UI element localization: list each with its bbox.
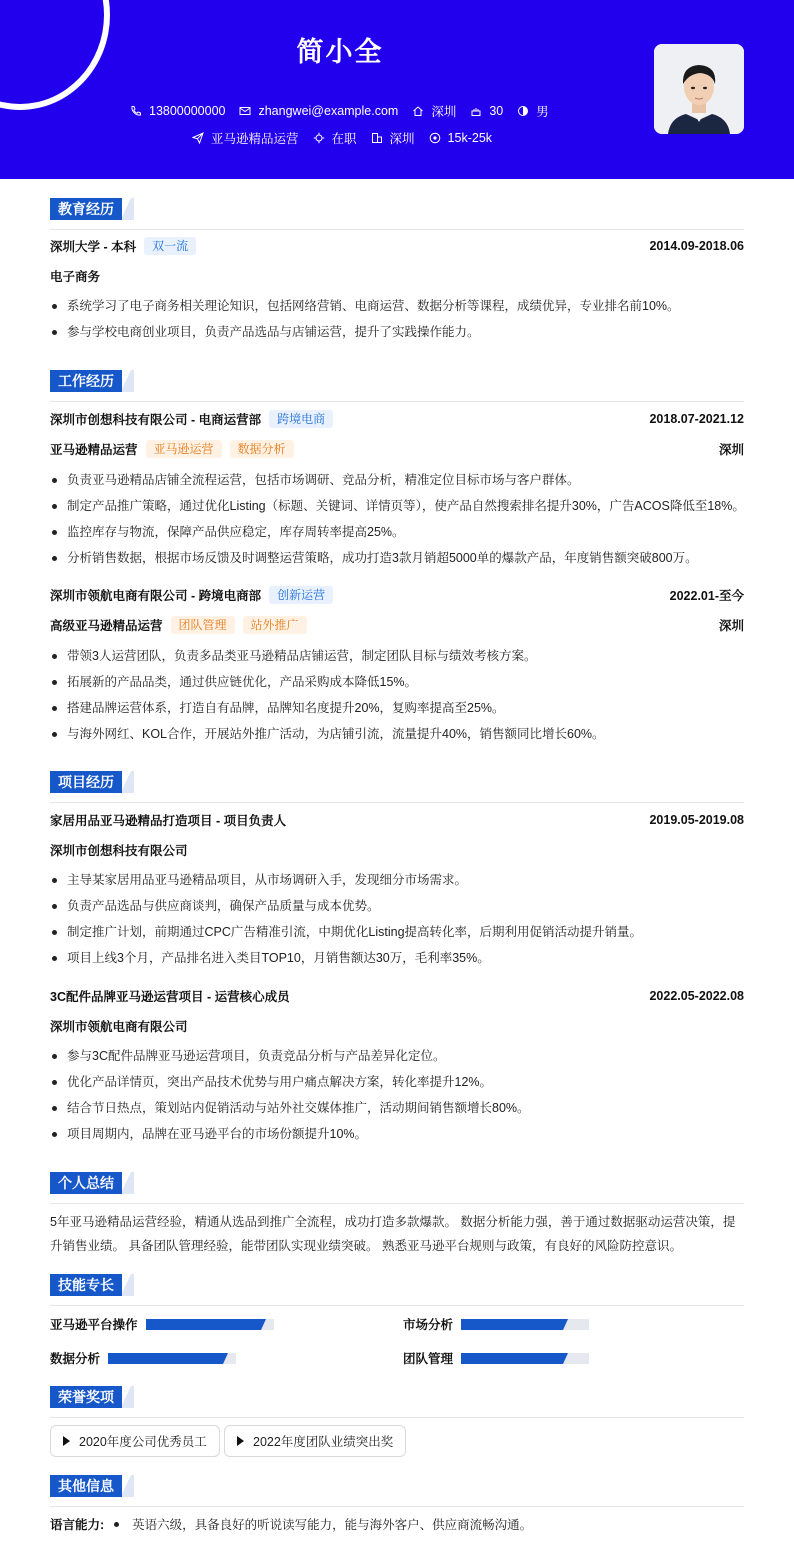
award-chip [50, 1425, 220, 1457]
work-1-role-tag: 亚马逊运营 [146, 440, 222, 458]
section-project [50, 771, 744, 793]
section-summary [50, 1172, 744, 1194]
skill-bar-fill [146, 1319, 261, 1330]
skill-bar [146, 1319, 274, 1330]
section-title-project: 项目经历 [50, 771, 122, 793]
section-title-tail [122, 198, 134, 220]
skill-item [403, 1349, 589, 1367]
project-1-header [50, 811, 744, 829]
education-tag: 双一流 [144, 237, 196, 255]
skill-name: 数据分析 [50, 1352, 101, 1366]
list-item: 分析销售数据，根据市场反馈及时调整运营策略，成功打造3款月销超5000单的爆款产品，年度销售额突破800万。 [50, 545, 744, 571]
work-2-bullets [50, 643, 744, 747]
project-1-company: 深圳市创想科技有限公司 [50, 844, 188, 858]
resume-header [0, 0, 794, 179]
intent-city: 深圳 [371, 129, 415, 147]
section-title-tail [122, 1475, 134, 1497]
section-title-other: 其他信息 [50, 1475, 122, 1497]
education-major: 电子商务 [50, 270, 101, 284]
skill-item [50, 1315, 274, 1333]
section-skills [50, 1274, 744, 1296]
age-icon [470, 105, 482, 117]
building-icon [371, 132, 383, 144]
list-item: 制定产品推广策略，通过优化Listing（标题、关键词、详情页等），使产品自然搜索排名提升30%，广告ACOS降低至18%。 [50, 493, 744, 519]
project-1-period: 2019.05-2019.08 [649, 813, 744, 827]
skill-bar-fill [108, 1353, 223, 1364]
contact-row [130, 102, 563, 120]
home-icon [412, 105, 424, 117]
project-1-bullets [50, 867, 744, 971]
skill-name: 团队管理 [403, 1352, 454, 1366]
list-item: 搭建品牌运营体系，打造自有品牌，品牌知名度提升20%，复购率提高至25%。 [50, 695, 744, 721]
section-title-tail [122, 771, 134, 793]
project-2-bullets [50, 1043, 744, 1147]
work-1-role-row [50, 440, 744, 458]
section-title-tail [122, 370, 134, 392]
list-item: 优化产品详情页，突出产品技术优势与用户痛点解决方案，转化率提升12%。 [50, 1069, 744, 1095]
section-divider [50, 1506, 744, 1507]
skill-bar [461, 1353, 589, 1364]
list-item: 负责亚马逊精品店铺全流程运营，包括市场调研、竞品分析，精准定位目标市场与客户群体。 [50, 467, 744, 493]
section-title-awards: 荣誉奖项 [50, 1386, 122, 1408]
work-2-company: 深圳市领航电商有限公司 - 跨境电商部 [50, 589, 262, 603]
section-title-skills: 技能专长 [50, 1274, 122, 1296]
education-school: 深圳大学 - 本科 [50, 240, 137, 254]
work-1-tag: 跨境电商 [269, 410, 333, 428]
section-other [50, 1475, 744, 1497]
project-2-period: 2022.05-2022.08 [649, 989, 744, 1003]
skill-name: 市场分析 [403, 1318, 454, 1332]
summary-text: 5年亚马逊精品运营经验，精通从选品到推广全流程，成功打造多款爆款。 数据分析能力强，善于通过数据驱动运营决策，提升销售业绩。 具备团队管理经验，能带团队实现业绩突破。 熟悉亚马逊平台规则与政策，有良好的风险防控意识。 [50, 1215, 736, 1253]
work-1-role: 亚马逊精品运营 [50, 443, 138, 457]
skill-item [50, 1349, 236, 1367]
mail-icon [239, 105, 251, 117]
contact-phone: 13800000000 [130, 104, 225, 118]
section-divider [50, 1203, 744, 1204]
section-title-education: 教育经历 [50, 198, 122, 220]
award-label: 2022年度团队业绩突出奖 [253, 1435, 394, 1449]
other-info-row [50, 1515, 532, 1533]
list-item: 监控库存与物流，保障产品供应稳定，库存周转率提高25%。 [50, 519, 744, 545]
list-item: 与海外网红、KOL合作，开展站外推广活动，为店铺引流，流量提升40%，销售额同比增长60%。 [50, 721, 744, 747]
work-2-header [50, 586, 744, 604]
avatar [654, 44, 744, 134]
contact-email: zhangwei@example.com [239, 104, 398, 118]
education-major-row [50, 267, 744, 285]
project-2-header [50, 987, 744, 1005]
section-divider [50, 802, 744, 803]
list-item: 制定推广计划，前期通过CPC广告精准引流，中期优化Listing提高转化率，后期利用促销活动提升销量。 [50, 919, 744, 945]
other-info-label: 语言能力: [50, 1518, 105, 1532]
work-2-period: 2022.01-至今 [669, 589, 744, 603]
intent-salary: 15k-25k [429, 131, 492, 145]
work-1-period: 2018.07-2021.12 [649, 412, 744, 426]
education-header [50, 237, 744, 255]
section-title-work: 工作经历 [50, 370, 122, 392]
section-divider [50, 401, 744, 402]
section-title-tail [122, 1386, 134, 1408]
contact-city: 深圳 [412, 102, 456, 120]
list-item: 参与3C配件品牌亚马逊运营项目，负责竞品分析与产品差异化定位。 [50, 1043, 744, 1069]
contact-gender: 男 [517, 102, 549, 120]
triangle-right-icon [63, 1436, 70, 1446]
list-item: 参与学校电商创业项目，负责产品选品与店铺运营，提升了实践操作能力。 [50, 319, 744, 345]
project-1-name: 家居用品亚马逊精品打造项目 - 项目负责人 [50, 814, 287, 828]
skill-bar-fill [461, 1353, 563, 1364]
list-item: 拓展新的产品品类，通过供应链优化，产品采购成本降低15%。 [50, 669, 744, 695]
work-2-role: 高级亚马逊精品运营 [50, 619, 163, 633]
skill-bar [108, 1353, 236, 1364]
section-divider [50, 1417, 744, 1418]
work-1-company: 深圳市创想科技有限公司 - 电商运营部 [50, 413, 262, 427]
section-title-summary: 个人总结 [50, 1172, 122, 1194]
intent-position: 亚马逊精品运营 [192, 129, 299, 147]
work-1-role-tag: 数据分析 [230, 440, 294, 458]
list-item: 主导某家居用品亚马逊精品项目，从市场调研入手，发现细分市场需求。 [50, 867, 744, 893]
other-info-text: 英语六级，具备良好的听说读写能力，能与海外客户、供应商流畅沟通。 [132, 1518, 533, 1532]
section-education [50, 198, 744, 220]
award-label: 2020年度公司优秀员工 [79, 1435, 207, 1449]
work-1-bullets [50, 467, 744, 571]
project-2-name: 3C配件品牌亚马逊运营项目 - 运营核心成员 [50, 990, 290, 1004]
award-chip [224, 1425, 406, 1457]
work-2-role-tag: 站外推广 [243, 616, 307, 634]
skill-bar [461, 1319, 589, 1330]
education-period: 2014.09-2018.06 [649, 239, 744, 253]
project-1-company-row [50, 841, 744, 859]
work-2-city: 深圳 [718, 619, 744, 633]
work-2-tag: 创新运营 [269, 586, 333, 604]
skill-name: 亚马逊平台操作 [50, 1318, 138, 1332]
work-2-role-tag: 团队管理 [171, 616, 235, 634]
work-1-header [50, 410, 744, 428]
section-divider [50, 229, 744, 230]
contact-age: 30 [470, 104, 503, 118]
candidate-name: 简小全 [296, 37, 384, 67]
section-work [50, 370, 744, 392]
list-item: 带领3人运营团队，负责多品类亚马逊精品店铺运营，制定团队目标与绩效考核方案。 [50, 643, 744, 669]
section-title-tail [122, 1172, 134, 1194]
section-awards [50, 1386, 744, 1408]
decorative-ring [0, 0, 110, 110]
status-icon [313, 132, 325, 144]
salary-icon [429, 132, 441, 144]
skill-item [403, 1315, 589, 1333]
list-item: 负责产品选品与供应商谈判，确保产品质量与成本优势。 [50, 893, 744, 919]
section-divider [50, 1305, 744, 1306]
education-bullets [50, 293, 744, 345]
list-item: 项目周期内，品牌在亚马逊平台的市场份额提升10%。 [50, 1121, 744, 1147]
skill-bar-fill [461, 1319, 563, 1330]
send-icon [192, 132, 204, 144]
work-2-role-row [50, 616, 744, 634]
job-intent-row [192, 129, 506, 147]
project-2-company-row [50, 1017, 744, 1035]
phone-icon [130, 105, 142, 117]
work-1-city: 深圳 [718, 443, 744, 457]
section-title-tail [122, 1274, 134, 1296]
project-2-company: 深圳市领航电商有限公司 [50, 1020, 188, 1034]
list-item: 系统学习了电子商务相关理论知识，包括网络营销、电商运营、数据分析等课程，成绩优异，专业排名前10%。 [50, 293, 744, 319]
gender-icon [517, 105, 529, 117]
triangle-right-icon [237, 1436, 244, 1446]
bullet-dot [114, 1522, 119, 1527]
list-item: 项目上线3个月，产品排名进入类目TOP10，月销售额达30万，毛利率35%。 [50, 945, 744, 971]
intent-status: 在职 [313, 129, 357, 147]
list-item: 结合节日热点，策划站内促销活动与站外社交媒体推广，活动期间销售额增长80%。 [50, 1095, 744, 1121]
